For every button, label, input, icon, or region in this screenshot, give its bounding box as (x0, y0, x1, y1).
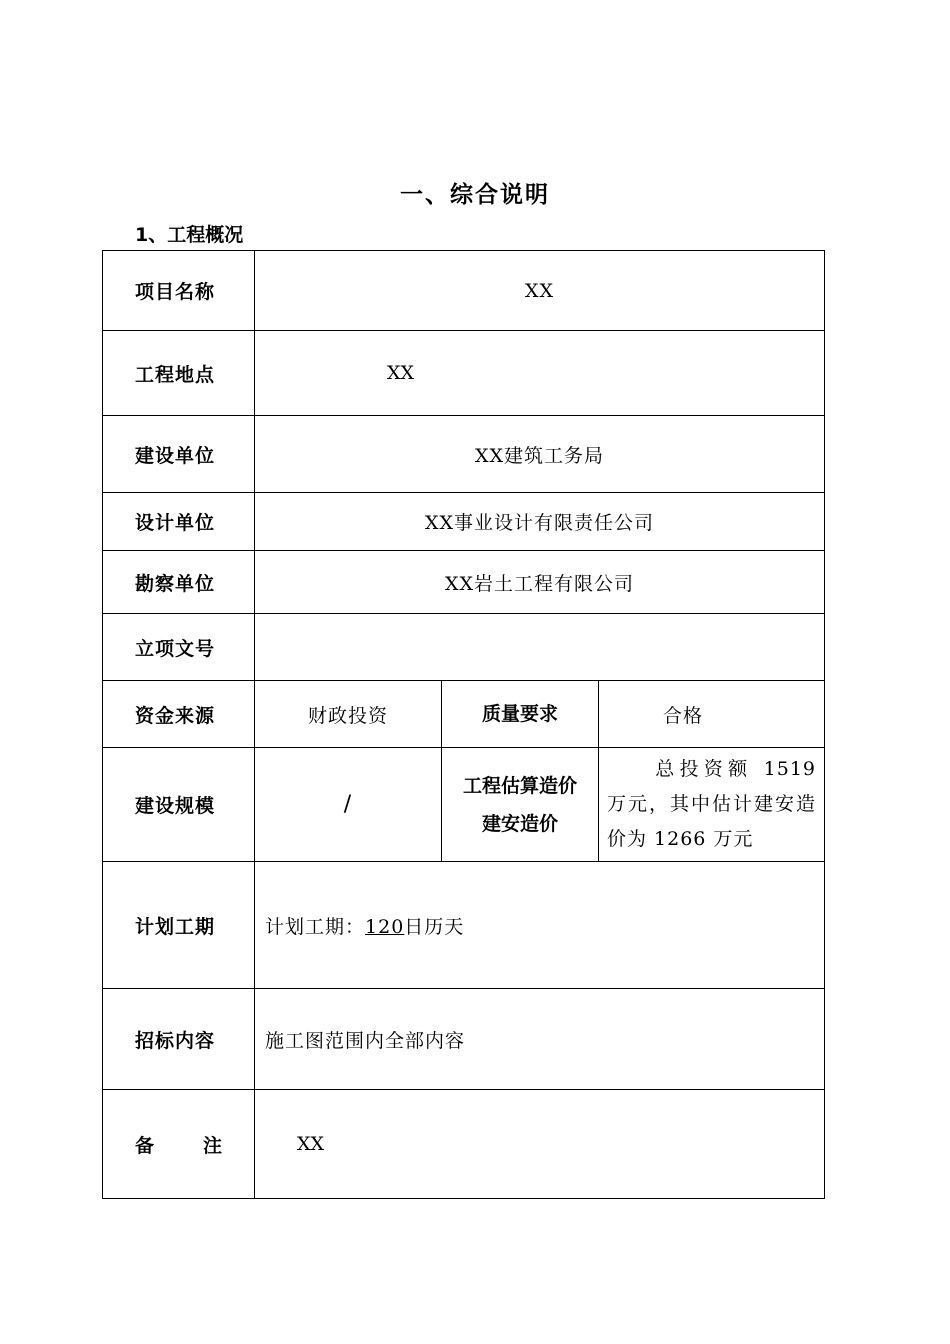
project-overview-table (102, 250, 825, 1199)
tender-scope-label: 招标内容 (103, 989, 255, 1090)
table-row (103, 614, 825, 681)
approval-no-label: 立项文号 (103, 614, 255, 681)
project-name-value: XX (255, 251, 825, 331)
schedule-value (255, 862, 825, 989)
table-row (103, 1090, 825, 1199)
tender-scope-value: 施工图范围内全部内容 (255, 989, 825, 1090)
schedule-suffix: 日历天 (404, 915, 465, 938)
funding-value: 财政投资 (255, 681, 442, 748)
table-row (103, 416, 825, 493)
table-row (103, 681, 825, 748)
remarks-label-text: 备 注 (135, 1134, 223, 1157)
funding-label: 资金来源 (103, 681, 255, 748)
estimate-label-line1: 工程估算造价 (462, 774, 577, 797)
surveyor-value: XX岩土工程有限公司 (255, 551, 825, 614)
table-row (103, 331, 825, 416)
estimate-value (599, 748, 825, 862)
remarks-label (103, 1090, 255, 1199)
schedule-label: 计划工期 (103, 862, 255, 989)
table-row (103, 493, 825, 551)
scale-value: / (255, 748, 442, 862)
schedule-days: 120 (365, 915, 405, 938)
section-heading: 1、工程概况 (135, 224, 244, 246)
estimate-value-text: 总投资额 1519 万元，其中估计建安造价为 1266 万元 (607, 758, 817, 850)
table-row (103, 862, 825, 989)
scale-label: 建设规模 (103, 748, 255, 862)
quality-value: 合格 (599, 681, 825, 748)
quality-label: 质量要求 (442, 681, 599, 748)
designer-label: 设计单位 (103, 493, 255, 551)
estimate-label-line2: 建安造价 (481, 812, 558, 835)
document-heading: 一、综合说明 (400, 182, 550, 208)
owner-label: 建设单位 (103, 416, 255, 493)
schedule-prefix: 计划工期： (265, 915, 366, 938)
table-row (103, 251, 825, 331)
estimate-label (442, 748, 599, 862)
location-label: 工程地点 (103, 331, 255, 416)
remarks-value: XX (255, 1090, 825, 1199)
table-row (103, 748, 825, 862)
location-value: XX (255, 331, 825, 416)
approval-no-value (255, 614, 825, 681)
surveyor-label: 勘察单位 (103, 551, 255, 614)
project-name-label: 项目名称 (103, 251, 255, 331)
table-row (103, 551, 825, 614)
designer-value: XX事业设计有限责任公司 (255, 493, 825, 551)
owner-value: XX建筑工务局 (255, 416, 825, 493)
table-row (103, 989, 825, 1090)
